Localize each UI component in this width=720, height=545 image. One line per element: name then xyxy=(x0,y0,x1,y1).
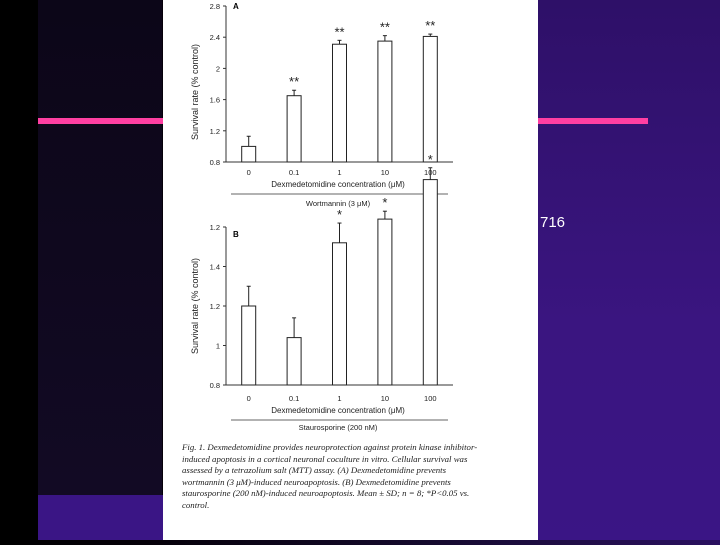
y-tick-label: 0.8 xyxy=(209,381,220,390)
y-tick-label: 1.6 xyxy=(209,95,220,105)
bar xyxy=(287,338,301,385)
panel-b-y-axis-label: Survival rate (% control) xyxy=(190,257,200,355)
bar xyxy=(287,96,301,162)
significance-marker: ** xyxy=(334,24,345,40)
y-tick-label: 2 xyxy=(215,64,220,74)
y-tick-label: 1.2 xyxy=(209,302,220,311)
x-tick-label: 0 xyxy=(246,394,251,403)
y-tick-label: 1.2 xyxy=(209,126,220,136)
right-accent-stripe xyxy=(538,118,648,124)
panel-b-x-axis-label: Dexmedetomidine concentration (μM) xyxy=(271,406,405,415)
panel-b-treatment-label: Staurosporine (200 nM) xyxy=(298,423,378,432)
significance-marker: * xyxy=(427,151,433,167)
panel-b-label: B xyxy=(233,230,239,239)
y-tick-label: 0.8 xyxy=(209,158,220,167)
bar xyxy=(423,180,437,385)
significance-marker: ** xyxy=(289,74,300,90)
bar xyxy=(242,306,256,385)
significance-marker: * xyxy=(336,207,343,223)
y-tick-label: 2.8 xyxy=(209,2,220,11)
significance-marker: ** xyxy=(425,18,436,34)
y-tick-label: 1.2 xyxy=(209,223,220,232)
y-tick-label: 1.4 xyxy=(209,262,220,272)
bar xyxy=(423,36,437,162)
x-tick-label: 10 xyxy=(380,168,390,177)
x-tick-label: 100 xyxy=(424,394,437,403)
bar xyxy=(242,146,256,162)
bar xyxy=(378,41,392,162)
slide-partial-text: 716 xyxy=(540,214,566,231)
panel-a-x-axis-label: Dexmedetomidine concentration (μM) xyxy=(271,180,405,189)
y-tick-label: 1 xyxy=(215,341,220,351)
left-dark-panel xyxy=(0,0,38,540)
bar xyxy=(378,219,392,385)
x-tick-label: 0 xyxy=(246,168,251,177)
bar xyxy=(333,44,347,162)
y-tick-label: 2.4 xyxy=(209,33,220,43)
left-accent-stripe xyxy=(38,118,163,124)
figure-caption: Fig. 1. Dexmedetomidine provides neuroprotection against protein kinase inhibitor-induced apoptosis in a cortical neuronal coculture in vitro. Cellular survival was assessed by a tetrazolium salt (MTT) assay. (A) Dexmedetomidine prevents wortmannin (3 μM)-induced neuroapoptosis. (B) Dexmedetomidine prevents staurosporine (200 nM)-induced neuroapoptosis. Mean ± SD; n = 8; *P<0.05 vs. control. xyxy=(182,442,478,510)
x-tick-label: 0.1 xyxy=(288,394,300,403)
chart-panel-a xyxy=(190,2,453,211)
figure-image xyxy=(163,0,538,540)
significance-marker: * xyxy=(382,195,388,211)
panel-a-y-axis-label: Survival rate (% control) xyxy=(190,43,200,141)
bar xyxy=(333,243,347,385)
panel-a-label: A xyxy=(233,2,239,11)
inner-dark-panel xyxy=(38,0,162,495)
x-tick-label: 100 xyxy=(424,168,437,177)
x-tick-label: 1 xyxy=(337,394,342,403)
right-purple-panel xyxy=(538,0,720,540)
x-tick-label: 10 xyxy=(380,394,390,403)
x-tick-label: 1 xyxy=(337,168,342,177)
x-tick-label: 0.1 xyxy=(288,168,300,177)
significance-marker: ** xyxy=(379,19,390,35)
panel-a-treatment-label: Wortmannin (3 μM) xyxy=(305,199,371,208)
